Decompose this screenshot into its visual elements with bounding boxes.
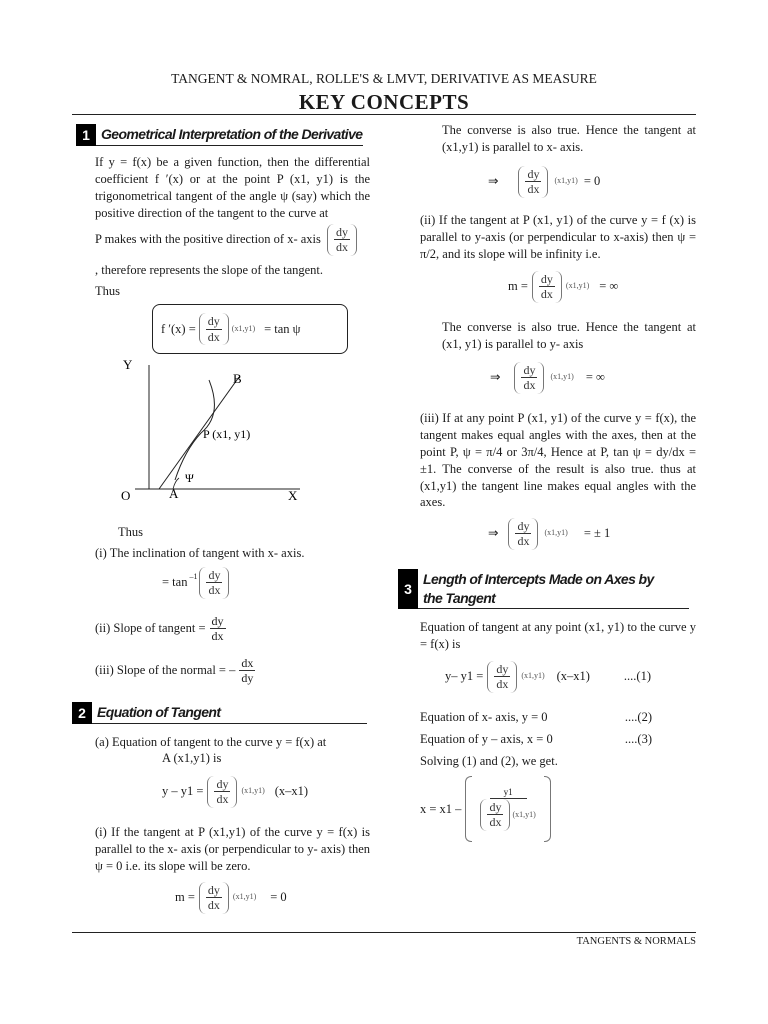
x-label: X [288,488,298,503]
section-number: 2 [72,702,92,724]
s1-item-ii [95,614,226,644]
section-title: Equation of Tangent [92,702,367,724]
denominator: dx [208,583,221,598]
eq-tag: ....(3) [624,732,652,746]
s3-intro: Equation of tangent at any point (x1, y1) to the curve y = f(x) is [420,620,696,651]
point-a-label: A [169,486,179,501]
s1-para-line [95,224,370,256]
eq-rhs: (x–x1) [556,669,590,684]
dy-dx-fraction [214,777,230,807]
m-eq: m = [508,279,528,294]
value-zero: = 0 [583,174,601,189]
s3-equation-3 [420,731,696,748]
denominator: dx [216,792,229,807]
denominator: dx [523,378,536,393]
implies: ⇒ [490,370,501,385]
dy-dx-fraction [210,614,226,644]
right-item-iii: (iii) If at any point P (x1, y1) of the curve y = f(x), the tangent makes equal angles with the axes, then at the point P, ψ = π/4 or 3π/4, Hence at P, tan ψ = dy/dx = ±1. The converse of the result is also true. thus at (x1,y1) the tangent line makes equal angles with the axes. [420,411,696,510]
section-3-heading [398,569,689,609]
point-subscript: (x1,y1) [565,281,590,291]
s3-solving: Solving (1) and (2), we get. [420,754,558,768]
numerator: dy [527,167,540,181]
implies: ⇒ [488,174,499,189]
eq-lhs: y– y1 = [445,669,484,684]
intercept-fraction [480,787,535,831]
eq-lhs: y – y1 = [162,784,204,799]
derivative-formula-box [152,304,348,354]
numerator: dy [208,568,221,582]
dy-dx-fraction [539,272,555,302]
psi-label: Ψ [185,471,194,485]
left-brace [465,776,472,842]
tangent-equation [162,776,308,808]
header-rule [72,114,696,115]
numerator: dy [523,363,536,377]
s2-item-i: (i) If the tangent at P (x1,y1) of the curve y = f(x) is parallel to the x- axis (or perpendicular to y- axis) then ψ = 0 i.e. its slope will be zero. [95,825,370,873]
numerator: dy [207,883,220,897]
section-title-line-2: the Tangent [423,590,496,606]
denominator: dx [527,182,540,197]
paren [487,661,517,693]
s2-item-a2: A (x1,y1) is [162,751,222,765]
dy-dx-fraction [334,225,350,255]
section-1-heading [76,124,363,146]
point-subscript: (x1,y1) [231,323,256,333]
slope-tangent-text: (ii) Slope of tangent = [95,621,206,636]
eq-tag: ....(2) [624,710,652,724]
section-number: 3 [398,569,418,609]
numerator: dy [207,314,220,329]
numerator: dy [540,272,553,286]
x-intercept-formula [420,776,551,842]
eq-rhs: (x–x1) [274,784,309,799]
numerator: dx [241,656,254,670]
numerator: dy [496,662,509,676]
dy-dx-paren [327,224,357,256]
point-subscript: (x1,y1) [554,176,578,186]
section-title-line-1: Length of Intercepts Made on Axes by [423,571,654,587]
dy-dx-fraction [525,167,541,197]
m-eq: m = [175,890,195,905]
formula-paren [199,313,229,345]
s1-paragraph [95,154,370,222]
right-item-ii: (ii) If the tangent at P (x1, y1) of the curve y = f (x) is parallel to y-axis (or perpendicular to x-axis) then ψ = π/2, and its slope will be infinity i.e. [420,213,696,261]
paren [508,518,538,550]
point-subscript: (x1,y1) [241,786,265,796]
denominator [480,799,535,831]
s1-thus-2: Thus [118,525,143,539]
page-title: KEY CONCEPTS [298,90,470,114]
s1-thus: Thus [95,284,120,298]
s1-item-i: (i) The inclination of tangent with x- axis. [95,546,305,560]
s1-item-iii [95,656,255,686]
eq-text: Equation of y – axis, x = 0 [420,732,553,746]
value-infinity: = ∞ [585,370,605,385]
s2-item-a: (a) Equation of tangent to the curve y = f(x) at [95,735,327,749]
dx-dy-fraction [239,656,255,686]
numerator: y1 [490,787,527,799]
section-title: Geometrical Interpretation of the Derivative [96,124,363,146]
denominator: dx [517,534,530,549]
denominator: dx [489,815,502,830]
dy-dx-fraction [206,314,222,344]
slope-zero-formula [175,882,287,914]
topic-header: TANGENT & NOMRAL, ROLLE'S & LMVT, DERIVATIVE AS MEASURE [171,71,597,86]
eq-tag: ....(1) [623,669,651,684]
vertical-slope-formula [508,271,618,303]
s1-para2: P makes with the positive direction of x- axis [95,231,321,246]
point-subscript: (x1,y1) [232,892,257,902]
numerator: dy [211,614,224,628]
point-subscript: (x1,y1) [550,372,574,382]
implies: ⇒ [488,526,499,541]
s3-equation-1 [445,661,695,693]
footer-rule [72,932,696,933]
denominator: dx [540,287,553,302]
s1-para-text: If y = f(x) be a given function, then the differential coefficient f ′(x) or at the point P (x1, y1) is the trigonometrical tangent of the angle ψ (say) which the positive direction of the tangent to the curve at [95,155,370,220]
formula-rhs: = tan ψ [264,321,301,336]
numerator: dy [216,777,229,791]
origin-label: O [121,488,131,503]
dy-dx-fraction [515,519,531,549]
tan-text: = tan [162,575,188,590]
right-brace [544,776,551,842]
paren [480,799,510,831]
dy-dx-fraction [487,800,503,830]
denominator: dy [241,671,254,686]
numerator: dy [336,225,349,239]
converse-1: The converse is also true. Hence the tangent at (x1,y1) is parallel to x- axis. [442,123,696,154]
denominator: dx [496,677,509,692]
inclination-paren [199,567,229,599]
denominator: dx [207,329,220,344]
point-subscript: (x1,y1) [544,528,568,538]
dy-dx-fraction [206,883,222,913]
inverse-superscript: –1 [189,572,198,582]
horizontal-slope-formula [488,166,600,198]
converse-2: The converse is also true. Hence the tangent at (x1, y1) is parallel to y- axis [442,320,696,351]
tangent-graph [115,355,315,505]
equal-angle-formula [488,518,610,550]
section-title [418,569,689,609]
m-val: = 0 [270,890,287,905]
point-p-label: P (x1, y1) [203,427,251,441]
section-number: 1 [76,124,96,146]
value-infinity: = ∞ [599,279,619,294]
x-eq: x = x1 – [420,801,462,816]
denominator: dx [336,240,349,255]
paren [532,271,562,303]
paren [518,166,548,198]
formula-lhs: f ′(x) = [161,321,196,336]
eq-paren [207,776,237,808]
section-2-heading [72,702,367,724]
dy-dx-fraction [494,662,510,692]
point-subscript: (x1,y1) [512,810,536,820]
s1-para3: , therefore represents the slope of the tangent. [95,263,324,277]
denominator: dx [211,629,224,644]
paren [514,362,544,394]
y-label: Y [123,357,133,372]
numerator: dy [489,800,502,814]
vertical-implies-formula [490,362,605,394]
point-subscript: (x1,y1) [521,671,545,681]
inclination-formula [162,567,229,599]
dy-dx-fraction [206,568,222,598]
slope-normal-text: (iii) Slope of the normal = – [95,663,236,678]
point-b-label: B [233,371,242,386]
s3-equation-2 [420,709,696,726]
m-paren [199,882,229,914]
numerator: dy [517,519,530,533]
footer-label: TANGENTS & NORMALS [576,936,696,947]
denominator: dx [207,898,220,913]
eq-text: Equation of x- axis, y = 0 [420,710,548,724]
dy-dx-fraction [521,363,537,393]
value-plus-minus: = ± 1 [583,526,611,541]
